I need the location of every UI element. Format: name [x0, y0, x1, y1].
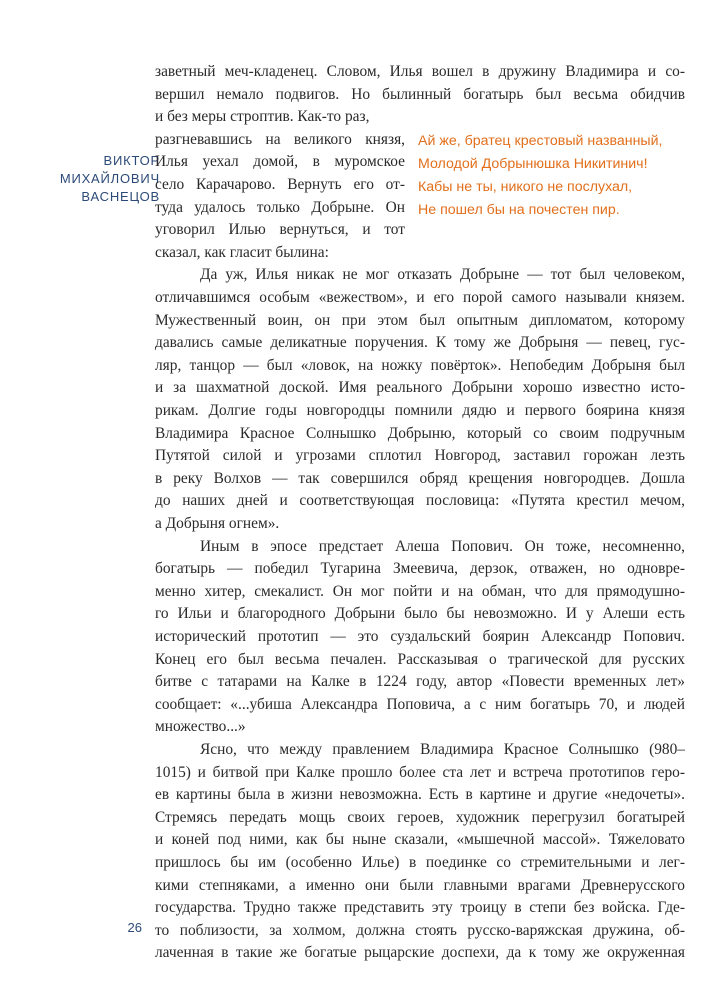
text-line: ев картины была в жизни невозможна. Есть в картине и другие «недочеты».: [155, 786, 685, 804]
body-text-narrow: [155, 129, 405, 265]
text-line: и за шахматной доской. Имя реального Добрыни хорошо известно исто-: [155, 379, 685, 397]
text-line: уговорил Илью вернуться, и тот: [155, 221, 405, 239]
text-line: село Карачарово. Вернуть его от-: [155, 175, 405, 193]
paragraph-dobrynya: [155, 264, 685, 535]
quote-line: Ай же, братец крестовый названный,: [418, 133, 663, 149]
text-line: Стремясь передать мощь своих героев, художник перегрузил богатырей: [155, 808, 685, 826]
text-line: и коней под ними, как бы ныне сказали, «мышечной массой». Тяжеловато: [155, 831, 685, 849]
text-line: а Добрыня огнем».: [155, 514, 280, 532]
text-line: ляр, танцор — был «ловок, на ножку повёрток». Непобедим Добрыня был: [155, 356, 685, 374]
text-line: 1015) и битвой при Калке прошло более ста лет и встреча прототипов геро-: [155, 763, 685, 781]
page-number: 26: [127, 920, 142, 935]
quote-line: Не пошел бы на почестен пир.: [418, 202, 620, 218]
text-line: множество...»: [155, 718, 246, 736]
quote-line: Кабы не ты, никого не послухал,: [418, 179, 633, 195]
text-line: Да уж, Илья никак не мог отказать Добрыне — тот был человеком,: [200, 266, 685, 284]
text-line: отличавшимся особым «вежеством», и его порой самого называли князем.: [155, 288, 685, 306]
author-name: [40, 152, 160, 206]
text-line: исторический прототип — это суздальский боярин Александр Попович.: [155, 627, 685, 645]
text-line: лаченная в такие же богатые рыцарские доспехи, да к тому же окруженная: [155, 944, 685, 962]
author-patronymic: МИХАЙЛОВИЧ: [59, 171, 160, 186]
text-line: Владимира Красное Солнышко Добрыню, который со своим подручным: [155, 424, 685, 442]
text-line: рикам. Долгие годы новгородцы помнили дядю и первого боярина князя: [155, 401, 685, 419]
text-line: то поблизости, за холмом, должна стоять русско-варяжская дружина, об-: [155, 921, 685, 939]
text-line: вершил немало подвигов. Но былинный богатырь был весьма обидчив: [155, 85, 685, 103]
text-line: го Ильи и благородного Добрыни было бы невозможно. И у Алеши есть: [155, 605, 685, 623]
text-line: давались самые деликатные поручения. К тому же Добрыня — певец, гус-: [155, 334, 685, 352]
text-line: Путятой силой и угрозами сплотил Новгород, заставил горожан лезть: [155, 447, 685, 465]
text-line: сказал, как гласит былина:: [155, 243, 329, 261]
text-line: Мужественный воин, он при этом был опытным дипломатом, которому: [155, 311, 685, 329]
quote-block: [418, 130, 708, 222]
text-line: Конец его был весьма печален. Рассказывая о трагической для русских: [155, 650, 685, 668]
text-line: и без меры строптив. Как-то раз,: [155, 108, 370, 126]
text-line: Иным в эпосе предстает Алеша Попович. Он тоже, несомненно,: [200, 537, 685, 555]
text-line: Ясно, что между правлением Владимира Красное Солнышко (980–: [200, 741, 685, 758]
paragraph-kalka: [155, 739, 685, 965]
text-line: менно хитер, смекалист. Он мог пойти и на обман, что для прямодушно-: [155, 582, 685, 600]
text-line: сообщает: «...убиша Александра Поповича, а с ним богатырь 70, и людей: [155, 695, 685, 713]
paragraph-alesha: [155, 536, 685, 739]
text-line: кими степняками, а именно они были главными врагами Древнерусского: [155, 876, 685, 894]
text-line: туда удалось только Добрыне. Он: [155, 198, 405, 216]
quote-line: Молодой Добрынюшка Никитинич!: [418, 156, 648, 172]
text-line: разгневавшись на великого князя,: [155, 130, 405, 148]
text-line: до наших дней и соответствующая пословица: «Путята крестил мечом,: [155, 492, 685, 510]
author-first-name: ВИКТОР: [103, 153, 160, 168]
body-text-top: [155, 61, 685, 129]
text-line: богатырь — победил Тугарина Змеевича, дерзок, отважен, но одновре-: [155, 560, 685, 578]
text-line: в реку Волхов — так совершился обряд крещения новгородцев. Дошла: [155, 469, 685, 487]
text-line: пришлось бы им (особенно Илье) в поединке со стремительными и лег-: [155, 853, 685, 871]
text-line: заветный меч-кладенец. Словом, Илья вошел в дружину Владимира и со-: [155, 63, 685, 80]
author-last-name: ВАСНЕЦОВ: [81, 189, 160, 204]
text-line: государства. Трудно также представить эту троицу в степи без войска. Где-: [155, 899, 685, 917]
text-line: битве с татарами на Калке в 1224 году, автор «Повести временных лет»: [155, 673, 685, 691]
text-line: Илья уехал домой, в муромское: [155, 153, 405, 171]
